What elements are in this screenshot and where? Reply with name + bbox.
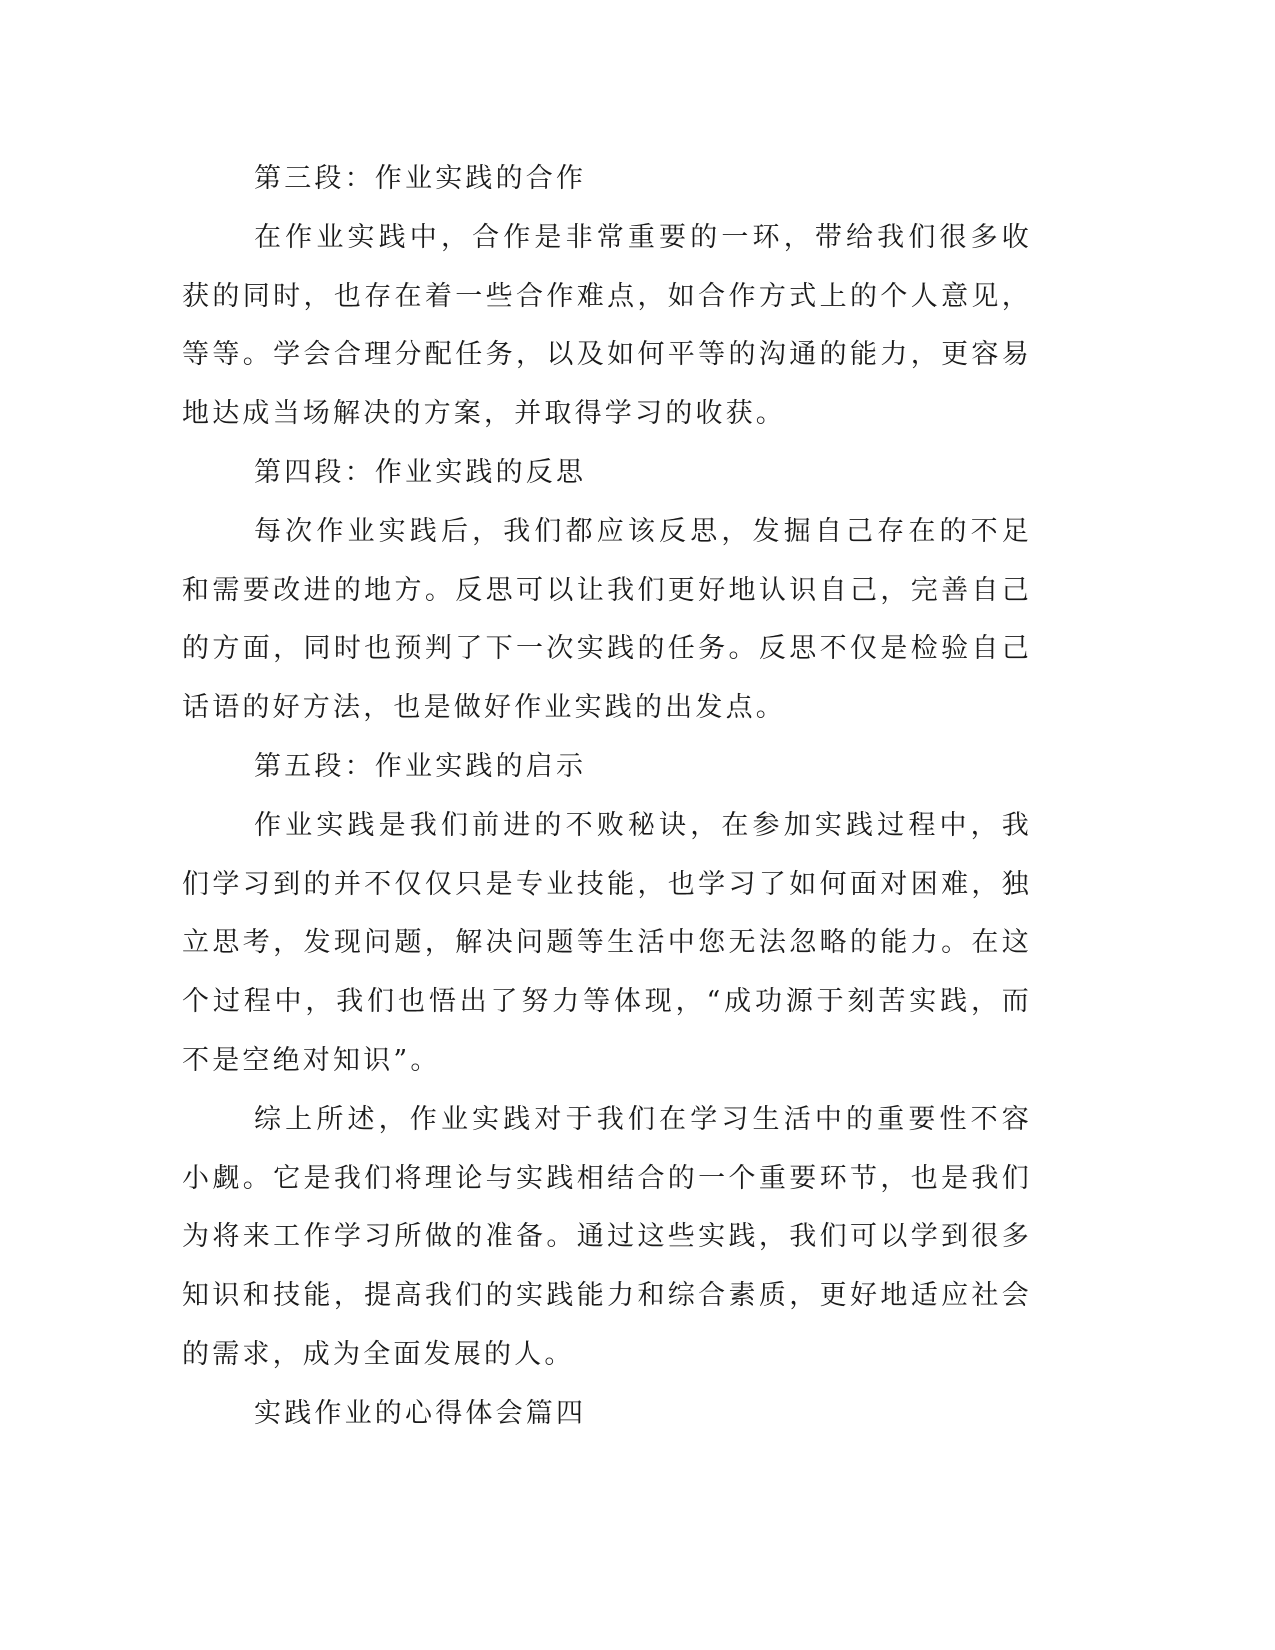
section-heading-part4: 实践作业的心得体会篇四 [254,1397,587,1429]
section-heading-5: 第五段：作业实践的启示 [254,750,587,782]
document-page [182,150,1032,1444]
paragraph-reflection: 每次作业实践后，我们都应该反思，发掘自己存在的不足和需要改进的地方。反思可以让我们更好地认识自己，完善自己的方面，同时也预判了下一次实践的任务。反思不仅是检验自己话语的好方法，也是做好作业实践的出发点。 [182,515,1032,724]
paragraph-cooperation: 在作业实践中，合作是非常重要的一环，带给我们很多收获的同时，也存在着一些合作难点，如合作方式上的个人意见，等等。学会合理分配任务，以及如何平等的沟通的能力，更容易地达成当场解决的方案，并取得学习的收获。 [182,221,1032,430]
section-heading-4: 第四段：作业实践的反思 [254,456,587,488]
paragraph-inspiration: 作业实践是我们前进的不败秘诀，在参加实践过程中，我们学习到的并不仅仅只是专业技能，也学习了如何面对困难，独立思考，发现问题，解决问题等生活中您无法忽略的能力。在这个过程中，我们也悟出了努力等体现，“成功源于刻苦实践，而不是空绝对知识”。 [182,809,1032,1076]
section-heading-3: 第三段：作业实践的合作 [254,163,587,194]
paragraph-summary: 综上所述，作业实践对于我们在学习生活中的重要性不容小觑。它是我们将理论与实践相结合的一个重要环节，也是我们为将来工作学习所做的准备。通过这些实践，我们可以学到很多知识和技能，提高我们的实践能力和综合素质，更好地适应社会的需求，成为全面发展的人。 [182,1103,1032,1370]
